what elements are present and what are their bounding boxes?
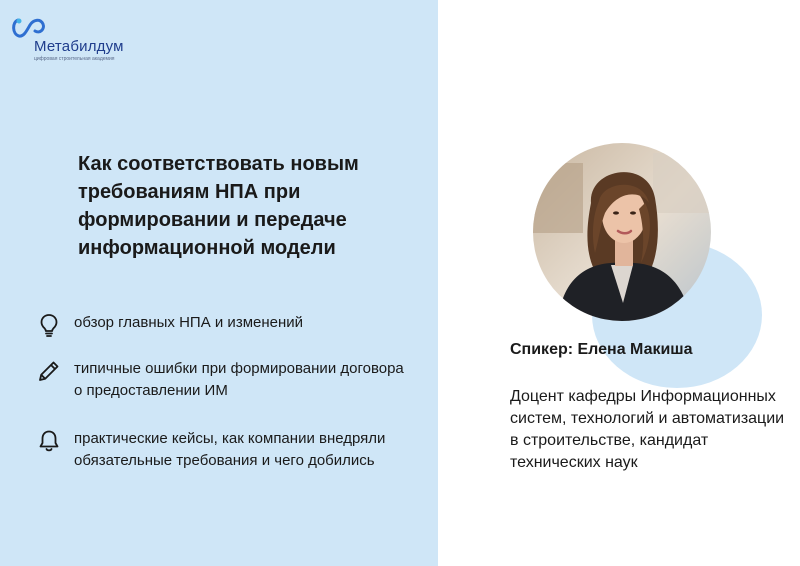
speaker-bio: Доцент кафедры Информационных систем, технологий и автоматизации в строительстве, кандидат технических наук bbox=[510, 388, 785, 471]
brand-tagline: цифровая строительная академия bbox=[34, 56, 115, 62]
speaker-portrait-image bbox=[533, 143, 711, 321]
speaker-photo bbox=[533, 143, 711, 321]
lightbulb-icon bbox=[36, 312, 62, 338]
pencil-icon bbox=[36, 358, 62, 384]
brand-name: Метабилдум bbox=[34, 38, 124, 55]
page-title: Как соответствовать новым требованиям НПА при формировании и передаче информационной модели bbox=[78, 153, 359, 259]
bullet-text: практические кейсы, как компании внедряли обязательные требования и чего добились bbox=[74, 430, 386, 469]
speaker-name: Спикер: Елена Макиша bbox=[510, 341, 693, 358]
bell-icon bbox=[36, 428, 62, 454]
bullet-text: обзор главных НПА и изменений bbox=[74, 314, 304, 331]
bullet-text: типичные ошибки при формировании договора о предоставлении ИМ bbox=[74, 360, 404, 399]
